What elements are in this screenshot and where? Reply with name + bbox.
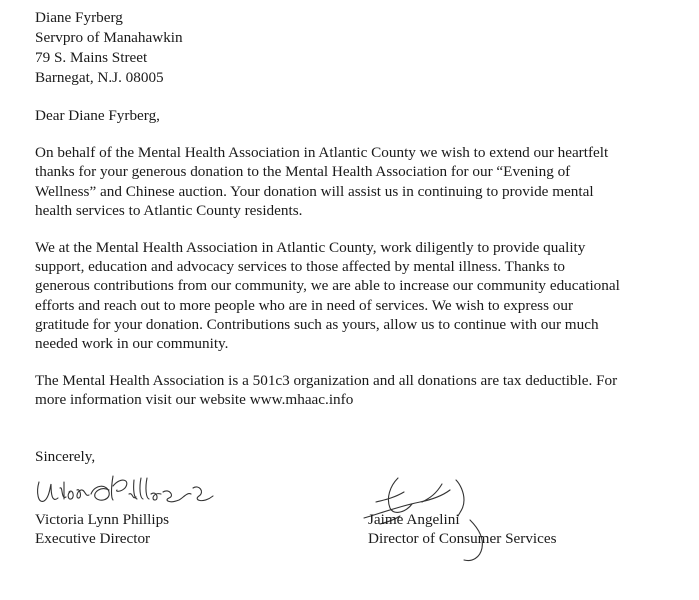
paragraph-line: thanks for your generous donation to the Mental Health Association for our “Evening of xyxy=(35,163,571,181)
recipient-address xyxy=(35,8,690,88)
salutation: Dear Diane Fyrberg, xyxy=(35,107,160,124)
recipient-street: 79 S. Mains Street xyxy=(35,49,148,66)
paragraph-line: efforts and reach out to more people who are in need of services. We wish to express our xyxy=(35,296,574,314)
paragraph-3 xyxy=(35,371,690,409)
paragraph-line: The Mental Health Association is a 501c3 organization and all donations are tax deductible. For xyxy=(35,372,618,390)
signer-title: Executive Director xyxy=(35,530,151,548)
paragraph-line: On behalf of the Mental Health Association in Atlantic County we wish to extend our heartfelt xyxy=(35,144,609,162)
recipient-city: Barnegat, N.J. 08005 xyxy=(35,69,164,86)
signature-victoria-phillips xyxy=(33,470,223,512)
paragraph-line: health services to Atlantic County residents. xyxy=(35,201,303,219)
paragraph-line: gratitude for your donation. Contributions such as yours, allow us to continue with our much xyxy=(35,315,599,333)
paragraph-line: Wellness” and Chinese auction. Your donation will assist us in continuing to provide mental xyxy=(35,182,594,200)
signer-title: Director of Consumer Services xyxy=(368,530,557,548)
signer-victoria xyxy=(35,510,169,548)
letter-body xyxy=(35,8,690,409)
paragraph-line: more information visit our website www.mhaac.info xyxy=(35,391,354,409)
closing: Sincerely, xyxy=(35,448,96,465)
signer-name: Victoria Lynn Phillips xyxy=(35,511,170,528)
paragraph-2 xyxy=(35,238,690,353)
paragraph-line: We at the Mental Health Association in Atlantic County, work diligently to provide quality xyxy=(35,238,586,256)
signer-name: Jaime Angelini xyxy=(368,511,460,528)
paragraph-line: generous contributions from our community, we are able to increase our community educational xyxy=(35,277,620,295)
signer-jaime xyxy=(368,510,557,548)
paragraph-line: needed work in our community. xyxy=(35,334,229,352)
recipient-company: Servpro of Manahawkin xyxy=(35,29,183,46)
paragraph-line: support, education and advocacy services to those affected by mental illness. Thanks to xyxy=(35,258,566,276)
paragraph-1 xyxy=(35,143,690,220)
recipient-name: Diane Fyrberg xyxy=(35,9,123,26)
